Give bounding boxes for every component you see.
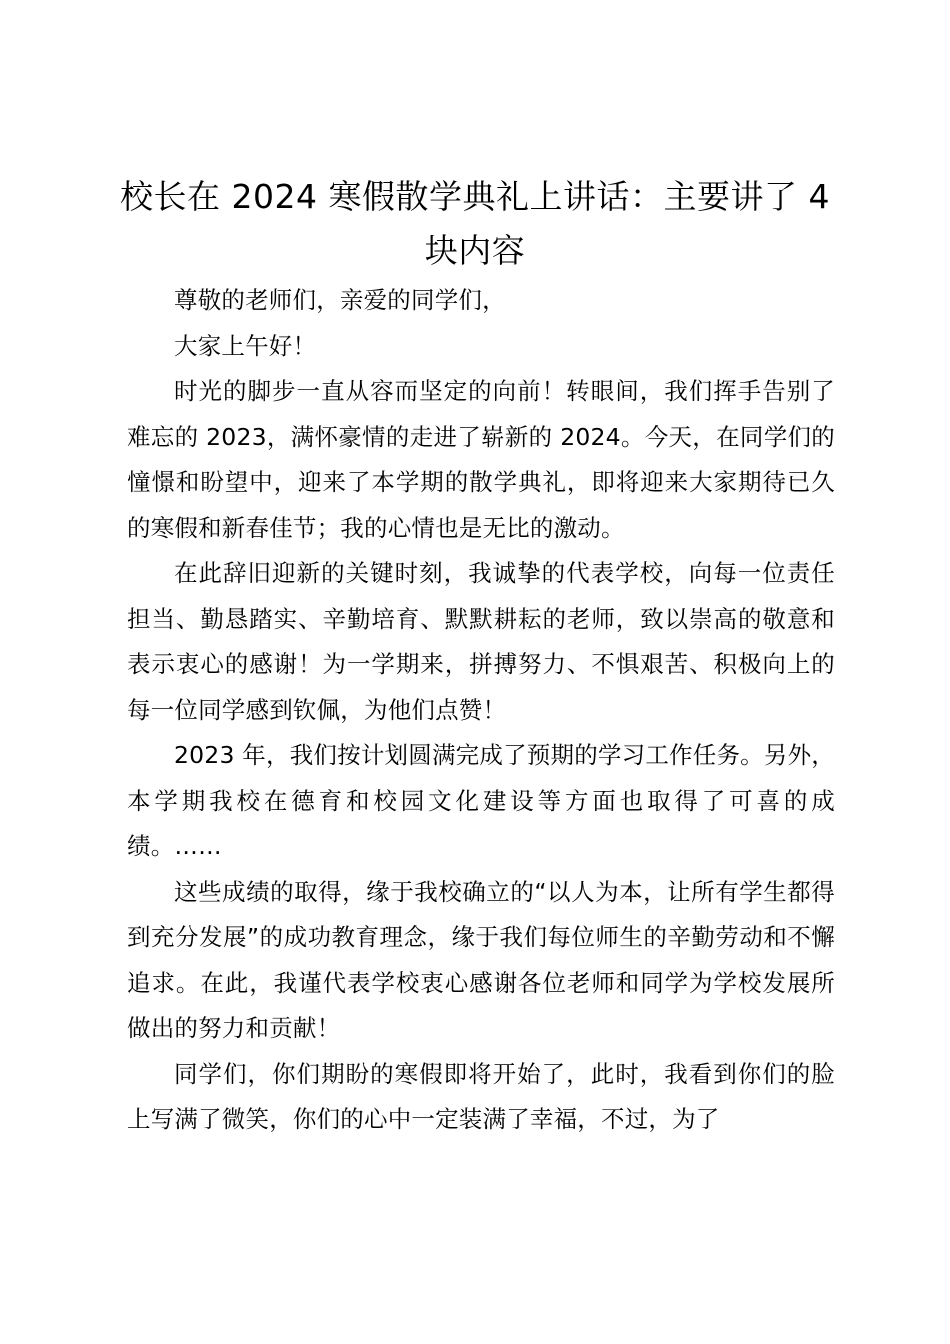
paragraph: 这些成绩的取得，缘于我校确立的“以人为本，让所有学生都得到充分发展”的成功教育理念，缘于我们每位师生的辛勤劳动和不懈追求。在此，我谨代表学校衷心感谢各位老师和同学为学校发展所做出的努力和贡献！	[127, 877, 835, 1042]
document-body	[127, 278, 835, 1143]
paragraph-greeting: 尊敬的老师们，亲爱的同学们，	[174, 286, 506, 314]
paragraph: 同学们，你们期盼的寒假即将开始了，此时，我看到你们的脸上写满了微笑，你们的心中一定装满了幸福，不过，为了	[127, 1059, 835, 1133]
paragraph-salutation: 大家上午好！	[174, 331, 317, 360]
document-title: 校长在 2024 寒假散学典礼上讲话：主要讲了 4 块内容	[120, 177, 830, 270]
paragraph: 2023 年，我们按计划圆满完成了预期的学习工作任务。另外，本学期我校在德育和校园文化建设等方面也取得了可喜的成绩。……	[127, 741, 835, 860]
paragraph: 时光的脚步一直从容而坚定的向前！转眼间，我们挥手告别了难忘的 2023，满怀豪情的走进了崭新的 2024。今天，在同学们的憧憬和盼望中，迎来了本学期的散学典礼，即将迎来大家期待已久的寒假和新春佳节；我的心情也是无比的激动。	[127, 377, 835, 542]
paragraph: 在此辞旧迎新的关键时刻，我诚挚的代表学校，向每一位责任担当、勤恳踏实、辛勤培育、默默耕耘的老师，致以崇高的敬意和表示衷心的感谢！为一学期来，拼搏努力、不惧艰苦、积极向上的每一位同学感到钦佩，为他们点赞！	[127, 559, 835, 724]
